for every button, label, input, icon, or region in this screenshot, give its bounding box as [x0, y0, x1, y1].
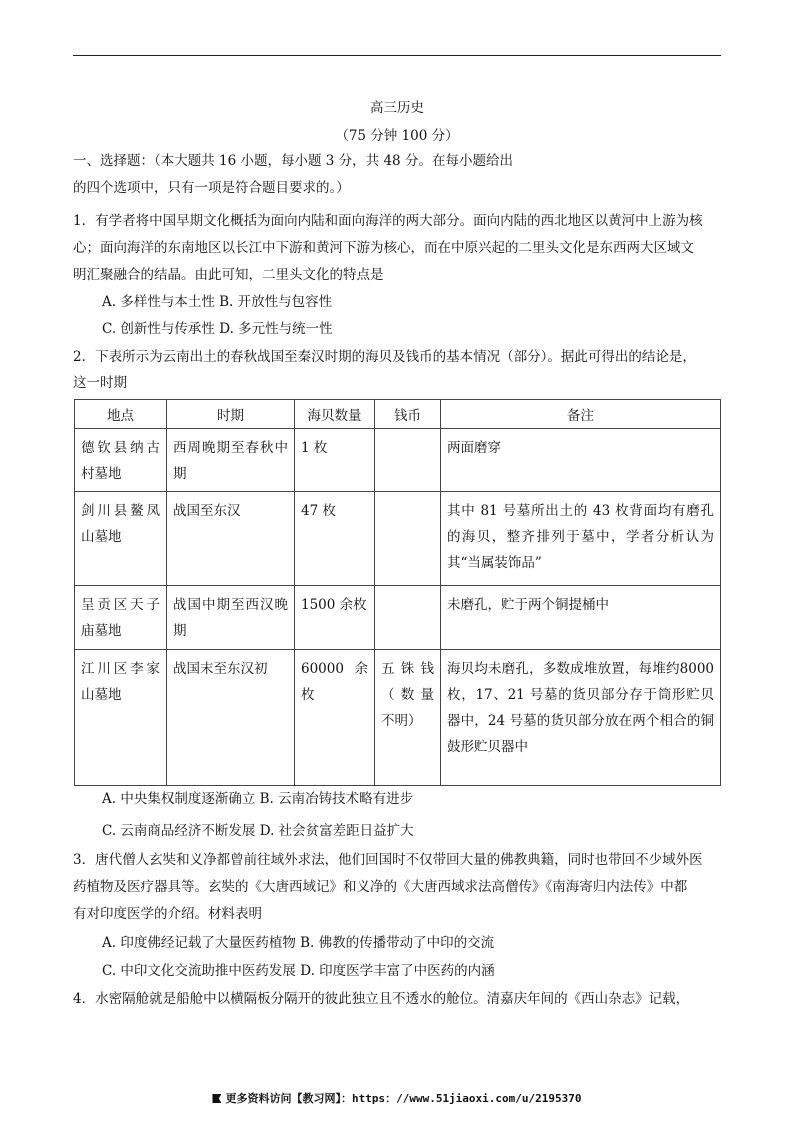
q3-options-cd: C. 中印文化交流助推中医药发展 D. 印度医学丰富了中医药的内涵: [102, 963, 495, 979]
table-row: [75, 429, 721, 492]
cell-shell-count: 47 枚: [301, 503, 336, 519]
q1-text-line-1: 1．有学者将中国早期文化概括为面向内陆和面向海洋的两大部分。面向内陆的西北地区以黄河中上游为核: [73, 213, 703, 229]
cell-shell-count: 1 枚: [301, 440, 328, 456]
q2-options-ab: A. 中央集权制度逐渐确立 B. 云南冶铸技术略有进步: [102, 791, 414, 807]
section-heading-line-2: 的四个选项中，只有一项是符合题目要求的。）: [73, 180, 350, 196]
header-rule: [73, 55, 721, 56]
header-period: 时期: [167, 400, 295, 429]
cell-coins: 五铢钱（数量不明）: [381, 661, 434, 729]
header-remarks: 备注: [441, 400, 721, 429]
table-header-row: [75, 400, 721, 429]
cell-remarks: 其中 81 号墓所出土的 43 枚背面均有磨孔的海贝，整齐排列于墓中，学者分析认为其“当属装饰品”: [447, 503, 714, 571]
cell-period: 战国至东汉: [173, 503, 241, 519]
q1-options-cd: C. 创新性与传承性 D. 多元性与统一性: [102, 321, 333, 337]
footer-text: 更多资料访问【教习网】：https：//www.51jiaoxi.com/u/2195370: [225, 1092, 582, 1105]
cell-period: 战国末至东汉初: [173, 661, 268, 677]
header-shell-count: 海贝数量: [295, 400, 375, 429]
q1-text-line-3: 明汇聚融合的结晶。由此可知，二里头文化的特点是: [73, 267, 384, 283]
exam-title: 高三历史: [370, 100, 424, 116]
q3-text-line-2: 药植物及医疗器具等。玄奘的《大唐西域记》和义净的《大唐西域求法高僧传》《南海寄归内法传》中都: [73, 879, 688, 895]
header-location: 地点: [75, 400, 167, 429]
shell-data-table: [74, 399, 721, 786]
cell-shell-count: 60000 余枚: [301, 661, 368, 703]
q4-text-line-1: 4．水密隔舱就是船舱中以横隔板分隔开的彼此独立且不透水的舱位。清嘉庆年间的《西山杂志》记载，: [73, 991, 690, 1007]
table-row: [75, 492, 721, 586]
cell-period: 西周晚期至春秋中期: [173, 440, 288, 482]
q3-text-line-3: 有对印度医学的介绍。材料表明: [73, 906, 262, 922]
cell-location: 剑川县鳌凤山墓地: [81, 503, 160, 545]
flag-icon: [212, 1094, 221, 1103]
cell-shell-count: 1500 余枚: [301, 597, 367, 613]
cell-remarks: 未磨孔，贮于两个铜提桶中: [447, 597, 609, 613]
cell-location: 呈贡区天子庙墓地: [81, 597, 160, 639]
footer-link[interactable]: [0, 1090, 794, 1106]
q1-text-line-2: 心；面向海洋的东南地区以长江中下游和黄河下游为核心，而在中原兴起的二里头文化是东西两大区域文: [73, 240, 694, 256]
table-row: [75, 650, 721, 786]
q1-options-ab: A. 多样性与本土性 B. 开放性与包容性: [102, 294, 333, 310]
q2-options-cd: C. 云南商品经济不断发展 D. 社会贫富差距日益扩大: [102, 823, 414, 839]
q3-text-line-1: 3．唐代僧人玄奘和义净都曾前往域外求法，他们回国时不仅带回大量的佛教典籍，同时也带回不少域外医: [73, 852, 703, 868]
cell-coins: [375, 429, 440, 439]
q2-text-line-2: 这一时期: [73, 375, 127, 391]
cell-coins: [375, 492, 440, 502]
cell-location: 德钦县纳古村墓地: [81, 440, 160, 482]
q2-text-line-1: 2．下表所示为云南出土的春秋战国至秦汉时期的海贝及钱币的基本情况（部分）。据此可得出的结论是，: [73, 349, 696, 365]
cell-period: 战国中期至西汉晚期: [173, 597, 288, 639]
q3-options-ab: A. 印度佛经记载了大量医药植物 B. 佛教的传播带动了中印的交流: [102, 935, 495, 951]
exam-duration: （75 分钟 100 分）: [335, 128, 459, 144]
cell-remarks: 海贝均未磨孔，多数成堆放置，每堆约8000 枚，17、21 号墓的货贝部分存于筒形贮贝器中，24 号墓的货贝部分放在两个相合的铜鼓形贮贝器中: [447, 661, 714, 755]
cell-location: 江川区李家山墓地: [81, 661, 160, 703]
cell-remarks: 两面磨穿: [447, 440, 501, 456]
table-row: [75, 586, 721, 650]
section-heading-line-1: 一、选择题：（本大题共 16 小题，每小题 3 分，共 48 分。在每小题给出: [73, 153, 513, 169]
header-coins: 钱币: [375, 400, 441, 429]
cell-coins: [375, 586, 440, 596]
